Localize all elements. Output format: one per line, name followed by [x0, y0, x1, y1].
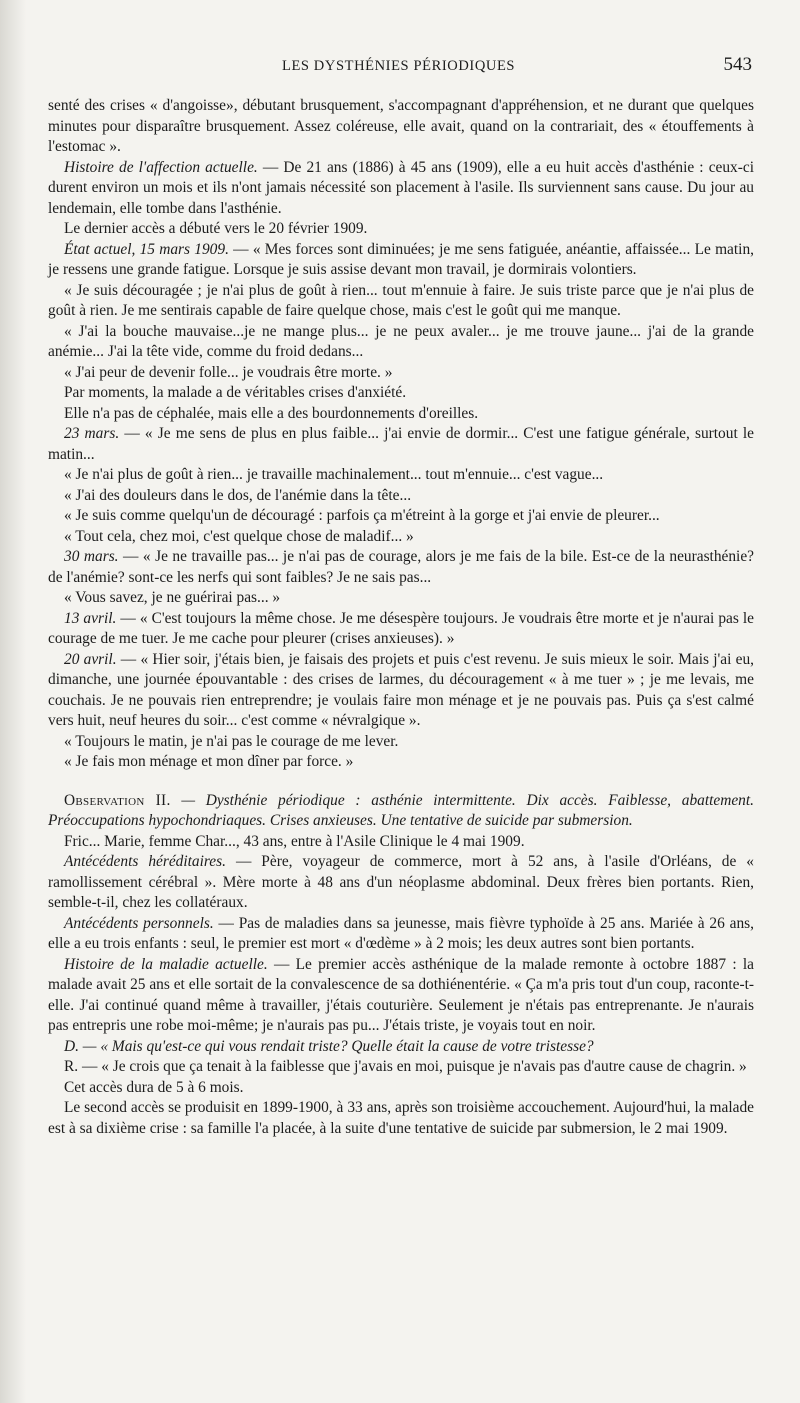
section-gap — [48, 773, 754, 791]
date-heading: 30 mars. — [64, 548, 119, 565]
paragraph: Antécédents personnels. — Pas de maladies dans sa jeunesse, mais fièvre typhoïde à 25 ans. Mariée à 26 ans, elle a eu trois enfants : seul, le premier est mort « d'œdème » à 2 mois; les deux autres sont bien portants. — [48, 914, 754, 952]
paragraph: 23 mars. — « Je me sens de plus en plus faible... j'ai envie de dormir... C'est une fatigue générale, surtout le matin... — [48, 425, 754, 463]
section-heading: Antécédents personnels. — [64, 914, 214, 932]
paragraph: « Vous savez, je ne guérirai pas... » — [64, 589, 281, 606]
paragraph: « Toujours le matin, je n'ai pas le courage de me lever. — [64, 732, 399, 750]
question-text: D. — « Mais qu'est-ce qui vous rendait triste? Quelle était la cause de votre tristesse? — [64, 1037, 594, 1055]
paragraph: 30 mars. — « Je ne travaille pas... je n'ai pas de courage, alors je me fais de la bile. Est-ce de la neurasthénie? de l'anémie? sont-ce les nerfs qui sont faibles? Je ne sais pas... — [48, 548, 754, 586]
paragraph: « Tout cela, chez moi, c'est quelque chose de maladif... » — [64, 527, 414, 545]
paragraph — [48, 1037, 754, 1058]
paragraph: État actuel, 15 mars 1909. — « Mes forces sont diminuées; je me sens fatiguée, anéantie, affaissée... Le matin, je ressens une grande fatigue. Lorsque je suis assise devant mon travail, je dormirais volontiers. — [48, 240, 754, 278]
section-heading: Histoire de la maladie actuelle. — [64, 955, 268, 973]
observation-title: — Dysthénie périodique : asthénie intermittente. Dix accès. Faiblesse, abattement. Préoccupations hypochondriaques. Crises anxieuses. Une tentative de suicide par submersion. — [48, 791, 754, 829]
observation-heading — [48, 791, 754, 832]
paragraph: 20 avril. — « Hier soir, j'étais bien, je faisais des projets et puis c'est revenu. Je suis mieux le soir. Mais j'ai eu, dimanche, une journée épouvantable : des crises de larmes, du découragement « à me tuer » ; je me levais, me couchais. Je ne pouvais rien entreprendre; je voulais faire mon ménage et je ne pouvais pas. Puis ça s'est calmé vers huit, neuf heures du soir... c'est comme « névralgique ». — [48, 650, 754, 729]
date-heading: 20 avril. — [64, 650, 117, 668]
paragraph: R. — « Je crois que ça tenait à la faiblesse que j'avais en moi, puisque je n'avais pas d'autre cause de chagrin. » — [64, 1058, 747, 1075]
paragraph: « J'ai la bouche mauvaise...je ne mange plus... je ne peux avaler... je me trouve jaune... j'ai de la grande anémie... J'ai la tête vide, comme du froid dedans... — [48, 322, 754, 360]
date-heading: 13 avril. — [64, 609, 117, 627]
observation-label: Observation II. — [64, 791, 171, 809]
page-number: 543 — [723, 54, 752, 75]
paragraph: « Je suis comme quelqu'un de découragé : parfois ça m'étreint à la gorge et j'ai envie de pleurer... — [64, 507, 660, 524]
running-header — [0, 52, 800, 82]
paragraph: « Je suis découragée ; je n'ai plus de goût à rien... tout m'ennuie à faire. Je suis triste parce que je n'ai plus de goût à rien. Je me sentirais capable de faire quelque chose, mais c'est le goût qui me manque. — [48, 281, 754, 319]
section-heading: Antécédents héréditaires. — [64, 853, 226, 870]
paragraph: Histoire de l'affection actuelle. — De 21 ans (1886) à 45 ans (1909), elle a eu huit accès d'asthénie : ceux-ci durent environ un mois et ils n'ont jamais nécessité son placement à l'asile. Ils surviennent sans cause. Du jour au lendemain, elle tombe dans l'asthénie. — [48, 158, 754, 217]
paragraph: « J'ai des douleurs dans le dos, de l'anémie dans la tête... — [64, 486, 412, 504]
date-heading: 23 mars. — [64, 425, 120, 442]
paragraph: Le dernier accès a débuté vers le 20 février 1909. — [64, 220, 368, 237]
paragraph: 13 avril. — « C'est toujours la même chose. Je me désespère toujours. Je voudrais être morte et je n'aurai pas le courage de me tuer. Je me cache pour pleurer (crises anxieuses). » — [48, 609, 755, 647]
paragraph: Fric... Marie, femme Char..., 43 ans, entre à l'Asile Clinique le 4 mai 1909. — [64, 832, 525, 850]
paragraph: senté des crises « d'angoisse», débutant brusquement, s'accompagnant d'appréhension, et ne durant que quelques minutes pour disparaître brusquement. Assez coléreuse, elle avait, quand on la contrariait, des « étouffements à l'estomac ». — [48, 97, 754, 155]
paragraph: Cet accès dura de 5 à 6 mois. — [64, 1078, 244, 1096]
section-heading: Histoire de l'affection actuelle. — [64, 158, 258, 176]
paragraph: Histoire de la maladie actuelle. — Le premier accès asthénique de la malade remonte à octobre 1887 : la malade avait 25 ans et elle sortait de la convalescence de sa dothiénentérie. « Ça m'a pris tout d'un coup, raconte-t-elle. J'ai continué quand même à travailler, j'étais couturière. Seulement je n'étais pas entreprenante. Je n'aurais pas entrepris une robe moi-même; je n'aurais pas pu... J'étais triste, je voyais tout en noir. — [48, 955, 754, 1034]
paragraph: Antécédents héréditaires. — Père, voyageur de commerce, mort à 52 ans, à l'asile d'Orléans, de « ramollissement cérébral ». Mère morte à 48 ans d'un néoplasme abdominal. Deux frères bien portants. Rien, semble-t-il, chez les collatéraux. — [48, 853, 754, 911]
page-body — [48, 96, 754, 1139]
page-edge-shadow — [0, 0, 26, 1403]
running-title: LES DYSTHÉNIES PÉRIODIQUES — [282, 58, 516, 74]
paragraph: « J'ai peur de devenir folle... je voudrais être morte. » — [64, 363, 393, 381]
date-heading: État actuel, 15 mars 1909. — [64, 240, 229, 258]
paragraph: Par moments, la malade a de véritables crises d'anxiété. — [64, 384, 407, 401]
paragraph: Le second accès se produisit en 1899-1900, à 33 ans, après son troisième accouchement. Aujourd'hui, la malade est à sa dixième crise : sa famille l'a placée, à la suite d'une tentative de suicide par submersion, le 2 mai 1909. — [48, 1099, 754, 1137]
paragraph: « Je n'ai plus de goût à rien... je travaille machinalement... tout m'ennuie... c'est vague... — [64, 466, 604, 483]
paragraph: « Je fais mon ménage et mon dîner par force. » — [64, 753, 354, 770]
paragraph: Elle n'a pas de céphalée, mais elle a des bourdonnements d'oreilles. — [64, 404, 479, 422]
